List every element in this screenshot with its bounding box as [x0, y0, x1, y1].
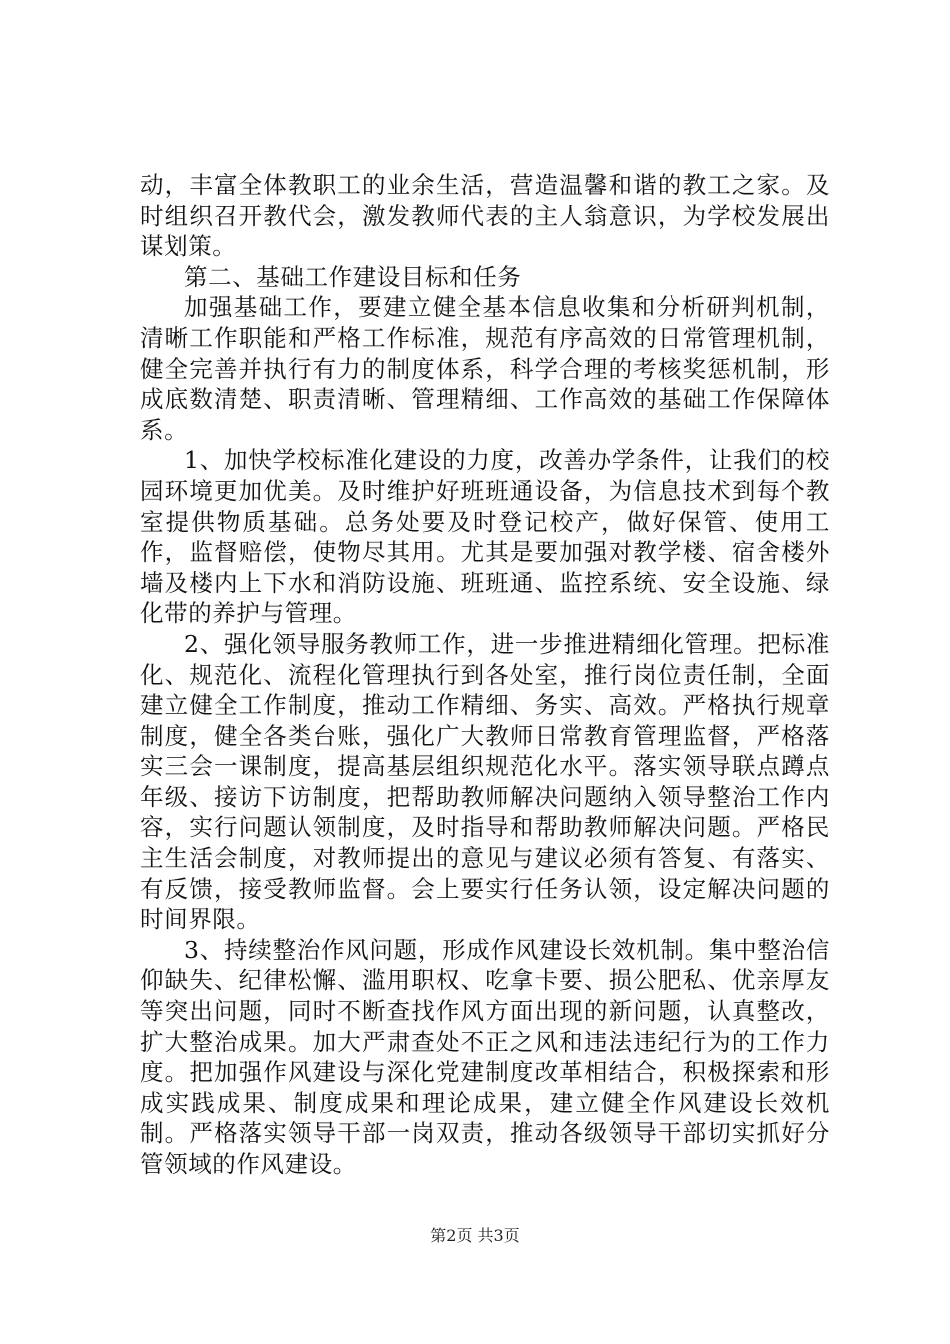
page-number-footer: 第2页 共3页: [430, 1226, 520, 1245]
paragraph-item-3: 3、持续整治作风问题，形成作风建设长效机制。集中整治信仰缺失、纪律松懈、滥用职权、吃拿卡要、损公肥私、优亲厚友等突出问题，同时不断查找作风方面出现的新问题，认真整改，扩大整治成果。加大严肃查处不正之风和违法违纪行为的工作力度。把加强作风建设与深化党建制度改革相结合，积极探索和形成实践成果、制度成果和理论成果，建立健全作风建设长效机制。严格落实领导干部一岗双责，推动各级领导干部切实抓好分管领域的作风建设。: [140, 935, 830, 1178]
paragraph-item-1: 1、加快学校标准化建设的力度，改善办学条件，让我们的校园环境更加优美。及时维护好班班通设备，为信息技术到每个教室提供物质基础。总务处要及时登记校产，做好保管、使用工作，监督赔偿，使物尽其用。尤其是要加强对教学楼、宿舍楼外墙及楼内上下水和消防设施、班班通、监控系统、安全设施、绿化带的养护与管理。: [140, 446, 830, 628]
paragraph-continuation: 动，丰富全体教职工的业余生活，营造温馨和谐的教工之家。及时组织召开教代会，激发教师代表的主人翁意识，为学校发展出谋划策。: [140, 171, 830, 261]
paragraph-intro: 加强基础工作，要建立健全基本信息收集和分析研判机制，清晰工作职能和严格工作标准，规范有序高效的日常管理机制，健全完善并执行有力的制度体系，科学合理的考核奖惩机制，形成底数清楚、职责清晰、管理精细、工作高效的基础工作保障体系。: [140, 293, 830, 444]
document-body: [140, 170, 830, 1180]
section-heading: 第二、基础工作建设目标和任务: [184, 262, 522, 291]
paragraph-item-2: 2、强化领导服务教师工作，进一步推进精细化管理。把标准化、规范化、流程化管理执行到各处室，推行岗位责任制，全面建立健全工作制度，推动工作精细、务实、高效。严格执行规章制度，健全各类台账，强化广大教师日常教育管理监督，严格落实三会一课制度，提高基层组织规范化水平。落实领导联点蹲点年级、接访下访制度，把帮助教师解决问题纳入领导整治工作内容，实行问题认领制度，及时指导和帮助教师解决问题。严格民主生活会制度，对教师提出的意见与建议必须有答复、有落实、有反馈，接受教师监督。会上要实行任务认领，设定解决问题的时间界限。: [140, 629, 830, 934]
